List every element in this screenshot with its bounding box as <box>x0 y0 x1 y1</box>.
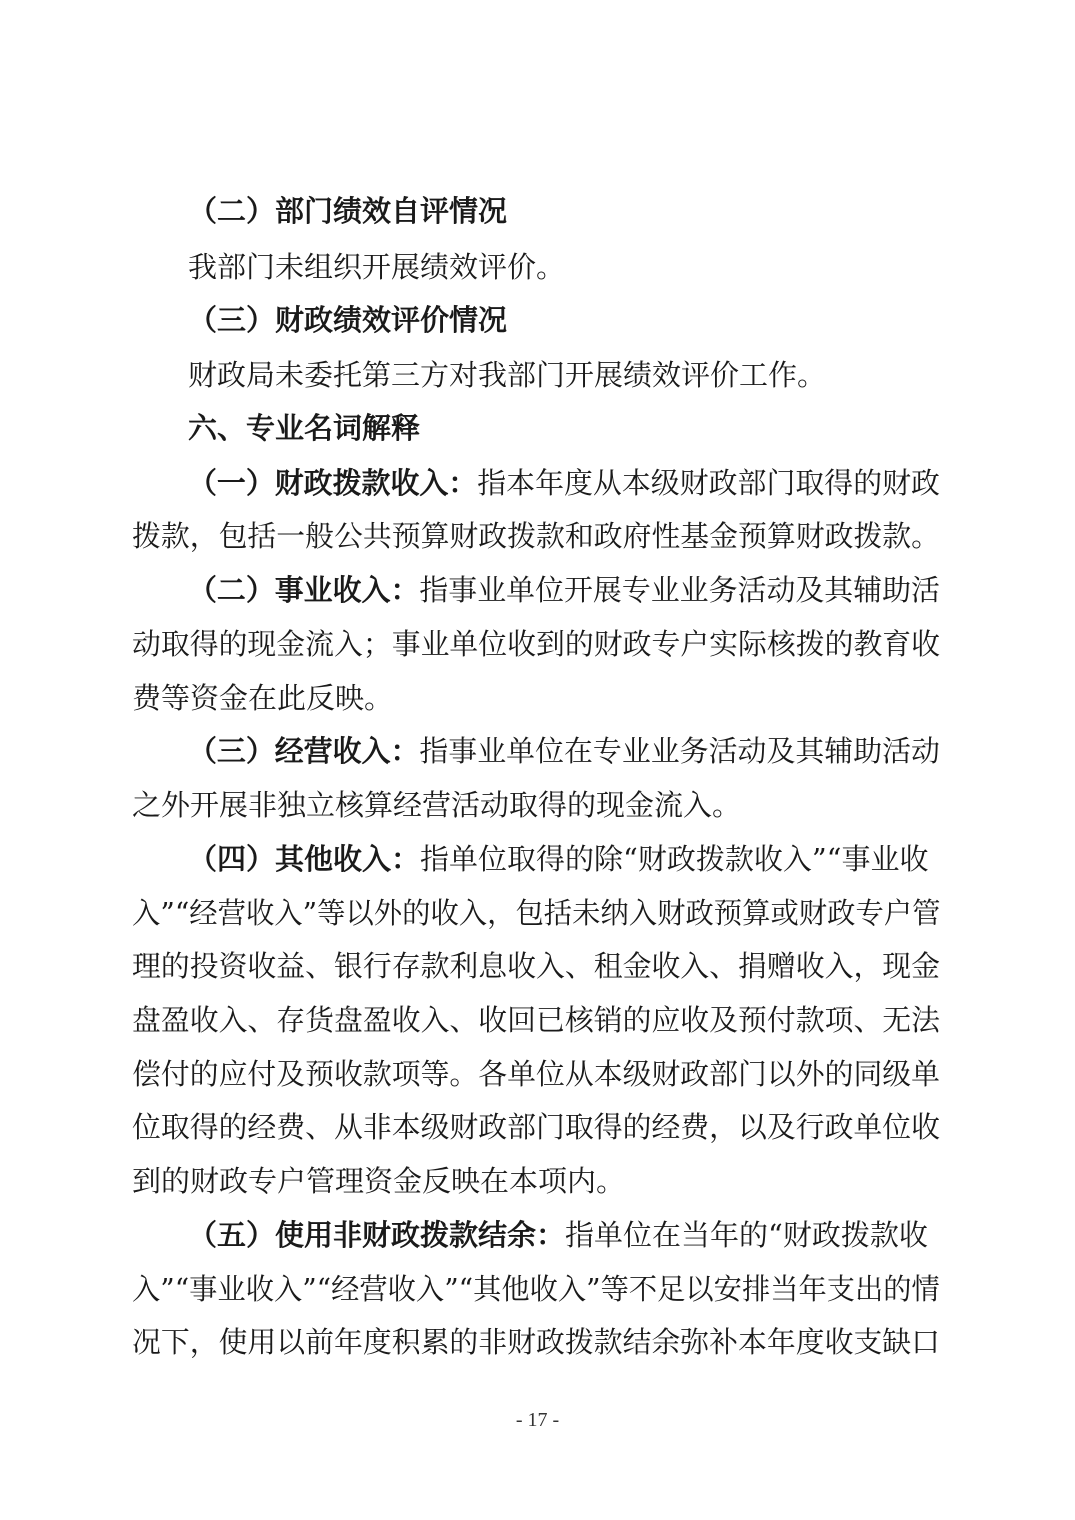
term-paragraph-4-line-2: 入”“经营收入”等以外的收入，包括未纳入财政预算或财政专户管 <box>132 896 941 930</box>
term-paragraph-5-line-3: 况下，使用以前年度积累的非财政拨款结余弥补本年度收支缺口 <box>132 1325 941 1359</box>
term-paragraph-2-line-1 <box>188 573 940 607</box>
page-number: - 17 - <box>515 1409 560 1431</box>
term-text: 指事业单位开展专业业务活动及其辅助活 <box>419 573 940 607</box>
term-paragraph-5-line-2: 入”“事业收入”“经营收入”“其他收入”等不足以安排当年支出的情 <box>132 1272 940 1306</box>
term-label: （五）使用非财政拨款结余： <box>188 1218 566 1252</box>
term-paragraph-4-line-4: 盘盈收入、存货盘盈收入、收回已核销的应收及预付款项、无法 <box>132 1003 941 1037</box>
term-label: （一）财政拨款收入： <box>188 466 478 500</box>
term-paragraph-4-line-1 <box>188 842 929 876</box>
term-text: 指本年度从本级财政部门取得的财政 <box>477 466 940 500</box>
term-paragraph-4-line-6: 位取得的经费、从非本级财政部门取得的经费，以及行政单位收 <box>132 1110 941 1144</box>
term-label: （四）其他收入： <box>188 842 421 876</box>
term-paragraph-3-line-1 <box>188 734 940 768</box>
term-paragraph-2-line-2: 动取得的现金流入；事业单位收到的财政专户实际核拨的教育收 <box>132 627 941 661</box>
term-label: （二）事业收入： <box>188 573 420 607</box>
term-paragraph-4-line-7: 到的财政专户管理资金反映在本项内。 <box>132 1164 626 1198</box>
term-text: 指单位在当年的“财政拨款收 <box>565 1218 928 1252</box>
subsection-heading-fiscal-eval: （三）财政绩效评价情况 <box>188 303 508 337</box>
term-text: 指单位取得的除“财政拨款收入”“事业收 <box>420 842 929 876</box>
term-label: （三）经营收入： <box>188 734 420 768</box>
term-paragraph-2-line-3: 费等资金在此反映。 <box>132 681 394 715</box>
term-paragraph-4-line-5: 偿付的应付及预收款项等。各单位从本级财政部门以外的同级单 <box>132 1057 941 1091</box>
paragraph-performance-self-eval: 我部门未组织开展绩效评价。 <box>188 250 566 284</box>
term-paragraph-3-line-2: 之外开展非独立核算经营活动取得的现金流入。 <box>132 788 742 822</box>
term-paragraph-1-line-1 <box>188 466 940 500</box>
term-paragraph-1-line-2: 拨款，包括一般公共预算财政拨款和政府性基金预算财政拨款。 <box>132 519 941 553</box>
paragraph-fiscal-eval: 财政局未委托第三方对我部门开展绩效评价工作。 <box>188 358 827 392</box>
term-paragraph-4-line-3: 理的投资收益、银行存款利息收入、租金收入、捐赠收入，现金 <box>132 949 941 983</box>
section-heading-terms: 六、专业名词解释 <box>188 411 421 445</box>
term-paragraph-5-line-1 <box>188 1218 928 1252</box>
term-text: 指事业单位在专业业务活动及其辅助活动 <box>419 734 940 768</box>
subsection-heading-performance-self-eval: （二）部门绩效自评情况 <box>188 194 508 228</box>
